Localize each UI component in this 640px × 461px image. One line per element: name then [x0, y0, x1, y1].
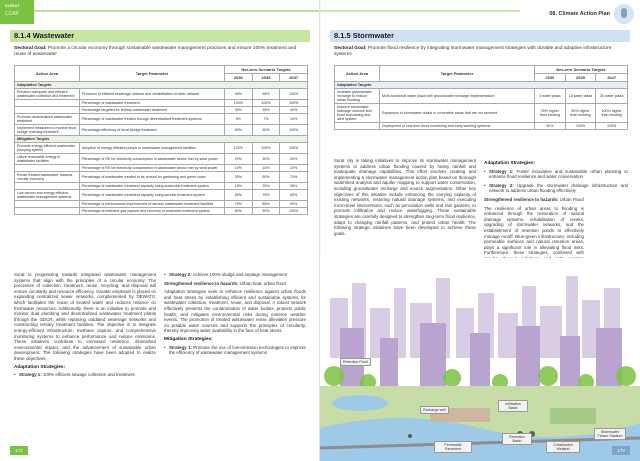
- table-row: [15, 100, 308, 107]
- table-row: [335, 123, 628, 130]
- strategy-text: Promote the use of low-emission technologies to improve the efficiency of wastewater management systems: [169, 344, 306, 356]
- table-cell-value: 10%: [225, 165, 253, 172]
- goal-text: Promote flood resilience by integrating stormwater management strategies with durable and adaptive infrastructure systems: [334, 46, 612, 58]
- table-cell-value: 10 water plaza: [565, 89, 596, 104]
- table-row: [335, 104, 628, 123]
- body-paragraph: Surat is progressing towards integrated wastewater management systems that align with the principles of a circular economy. The processes of collection, treatment, reuse, recycling, and disposal will ensure circularity and resource efficiency. Greater emphasis is placed on expanding centralized sewer networks, complemented by DEWATS, which facilitates the reuse of treated water and reduces reliance on freshwater resources. Additionally, there is an initiative to promote and monitor dual plumbing and decentralized wastewater treatment plants through the GDCR, while replacing outdated sewerage networks and constructing tertiary treatment facilities. The objective is to integrate energy-efficient infrastructure, methane capture, and comprehensive monitoring systems to enhance performance and reduce emissions. These initiatives contribute to increased resilience, diminished environmental impact, and the advancement of sustainable urban development. The following strategies have been adopted to realize these objectives.: [14, 272, 156, 361]
- table-cell-value: 100%: [280, 89, 308, 100]
- table-cell-parameter: Percentage of RE for electricity consumption in wastewater sector met by wind power: [80, 165, 225, 172]
- col-target-parameter: Target Parameter: [380, 66, 535, 82]
- table-group-row: [335, 82, 628, 89]
- right-page: [320, 0, 640, 461]
- strategy-item: [164, 272, 306, 278]
- table-cell-parameter: Percentage of RE for electricity consumption in wastewater sector met by solar power: [80, 154, 225, 165]
- table-cell-value: 30%: [252, 154, 280, 165]
- table-row: [15, 154, 308, 165]
- table-row: [15, 190, 308, 201]
- table-cell-value: 30%: [535, 123, 566, 130]
- table-cell-parameter: Multi-functional water plaza with groundwater recharge implementation: [380, 89, 535, 104]
- strategy-label: Strategy 1:: [489, 168, 514, 174]
- table-group-label: Adaptation Targets: [335, 82, 628, 89]
- resilience-text: Urban heat, urban flood: [239, 280, 286, 286]
- wastewater-body-col2: [164, 272, 306, 359]
- table-cell-action-area: Implement measures to monitor fecal sludge reaching treatment: [15, 125, 80, 136]
- table-cell-value: 15%: [225, 183, 253, 190]
- header-rule: [320, 10, 520, 12]
- table-cell-value: 35%: [252, 107, 280, 114]
- table-row: [15, 143, 308, 154]
- label-recharge-well: Recharge well: [420, 406, 449, 414]
- table-cell-value: 100%: [280, 100, 308, 107]
- table-cell-value: 100%: [280, 143, 308, 154]
- table-cell-value: 30 water plaza: [596, 89, 628, 104]
- table-row: [15, 107, 308, 114]
- mitigation-heading: Mitigation Strategies:: [164, 336, 213, 342]
- goal-label: Sectoral Goal:: [14, 46, 47, 51]
- sectoral-goal: [334, 46, 628, 58]
- col-year: 2035: [565, 74, 596, 82]
- strategy-label: Strategy 2:: [169, 272, 192, 277]
- table-cell-value: 85%: [225, 190, 253, 201]
- col-year: 2030: [225, 74, 253, 82]
- table-cell-action-area: [15, 183, 80, 190]
- strategy-text: 100% efficient sewage collection and treatment: [42, 372, 135, 378]
- table-row: [15, 89, 308, 100]
- label-stormwater-stadium: Stormwater Flower Stadium: [594, 428, 626, 440]
- resilience-label: Strengthened resilience to hazards:: [484, 196, 559, 202]
- strategy-item: [484, 183, 628, 194]
- table-cell-value: 20%: [280, 165, 308, 172]
- table-group-row: [15, 82, 308, 89]
- table-cell-value: 100%: [565, 123, 596, 130]
- table-row: [15, 114, 308, 125]
- table-cell-value: 90%: [252, 208, 280, 215]
- table-cell-parameter: Percentage of wastewater treatment capacity using anaerobic treatment system: [80, 183, 225, 190]
- table-cell-value: 70%: [280, 172, 308, 183]
- section-banner-wastewater: [10, 30, 310, 42]
- resilience-text: Urban Flood: [559, 196, 584, 202]
- strategy-item: [484, 169, 628, 180]
- table-cell-value: 98%: [252, 89, 280, 100]
- table-cell-value: 100% higher than existing: [596, 104, 628, 123]
- table-cell-action-area: Low carbon and energy efficient wastewater management systems: [15, 190, 80, 201]
- resilience-line: [484, 197, 628, 203]
- strategy-item: [164, 345, 306, 356]
- brand-line2: CCAP: [5, 11, 19, 17]
- col-action-area: Action Area: [335, 66, 380, 82]
- stormwater-illustration: [320, 258, 640, 461]
- section-title: 8.1.5 Stormwater: [334, 31, 395, 40]
- table-cell-value: 100%: [225, 100, 253, 107]
- table-cell-value: 50%: [280, 154, 308, 165]
- table-cell-value: 40%: [280, 107, 308, 114]
- strategy-label: Strategy 2:: [489, 182, 514, 188]
- table-cell-value: 50%: [252, 172, 280, 183]
- col-target-parameter: Target Parameter: [80, 66, 225, 82]
- table-cell-action-area: [15, 201, 80, 208]
- body-paragraph: Surat city is taking initiatives to improve its stormwater management systems to address urban flooding caused by heavy rainfall and inadequate drainage capabilities. This effort involves creating and implementing a stormwater management action plan based on thorough watershed analysis and aquifer mapping to support water conservation, including groundwater recharge and source augmentation. Other key objectives of this initiative include enhancing the carrying capacity of existing networks, restoring natural drainage systems, and executing micro-level interventions, such as percolation wells and rain gardens, to promote infiltration and reduce waterlogging. These sustainable strategies are carefully designed to strengthen long-term flood resilience, adapt to changing rainfall patterns, and protect urban health. The following strategic initiatives have been developed to achieve these goals.: [334, 158, 476, 236]
- table-cell-value: 15%: [252, 165, 280, 172]
- table-cell-value: 7%: [252, 114, 280, 125]
- table-row: [15, 125, 308, 136]
- table-row: [15, 172, 308, 183]
- table-cell-value: 100%: [596, 123, 628, 130]
- page-number: 172: [10, 446, 28, 455]
- adaptation-heading: Adaptation Strategies:: [14, 364, 66, 370]
- table-cell-value: 30%: [225, 172, 253, 183]
- table-cell-value: 75%: [252, 190, 280, 201]
- table-cell-value: 25% higher than existing: [535, 104, 566, 123]
- table-cell-action-area: [15, 208, 80, 215]
- wastewater-targets-table: [14, 65, 308, 215]
- table-cell-parameter: Percentage targeted for tertiary wastewater treatment: [80, 107, 225, 114]
- table-cell-action-area: Utilize renewable energy in wastewater facilities: [15, 154, 80, 165]
- table-cell-value: 5%: [225, 114, 253, 125]
- table-cell-action-area: Enhance adequate and efficient wastewater collection and treatment: [15, 89, 80, 100]
- table-cell-value: 75%: [225, 201, 253, 208]
- table-cell-parameter: Provision of efficient sewerage network and rehabilitation of older network: [80, 89, 225, 100]
- table-cell-parameter: Percentage efficiency of fecal sludge treatment: [80, 125, 225, 136]
- table-cell-parameter: Expansion of stormwater drains in vulnerable areas that are not serviced: [380, 104, 535, 123]
- col-year: 2030: [535, 74, 566, 82]
- section-banner-stormwater: [330, 30, 630, 42]
- table-cell-value: 80%: [225, 208, 253, 215]
- stormwater-icon: [614, 4, 634, 24]
- header-rule: [34, 10, 320, 12]
- goal-text: Promote a circular economy through sustainable wastewater management practices and ensure 100% treatment and reuse of wastewater: [14, 46, 297, 58]
- table-cell-action-area: Increase groundwater recharge to reduce urban flooding: [335, 89, 380, 104]
- table-cell-parameter: Percentage of wastewater treated to be reused for gardening and green cover: [80, 172, 225, 183]
- table-cell-parameter: Percentage of methane gas capture and recovery in anaerobic treatment system: [80, 208, 225, 215]
- wastewater-body-col1: [14, 272, 156, 381]
- brand-logo: [0, 0, 34, 24]
- table-cell-action-area: [15, 165, 80, 172]
- strategy-label: Strategy 1:: [169, 344, 192, 350]
- table-cell-value: 25%: [252, 183, 280, 190]
- body-paragraph: Adaptation strategies seek to enhance resilience against urban floods and heat stress by establishing efficient and sustainable systems for wastewater collection, treatment, reuse, and disposal. A robust network effectively prevents the contamination of water bodies, protects public health, and mitigates environmental risks during extreme weather events. The promotion of treated wastewater reuse alleviates pressure on potable water sources and supports the principles of circularity, thereby improving water availability in the face of heat stress.: [164, 289, 306, 334]
- goal-label: Sectoral Goal:: [334, 46, 367, 51]
- table-group-row: [15, 136, 308, 143]
- table-cell-parameter: Deployment of real-time flood monitoring and early warning systems: [380, 123, 535, 130]
- col-net-zero: Net-zero Scenario Targets: [535, 66, 628, 74]
- table-cell-value: 95%: [225, 89, 253, 100]
- resilience-label: Strengthened resilience to hazards:: [164, 280, 239, 286]
- strategy-item: [14, 372, 156, 378]
- label-constructed-wetland: Constructed Wetland: [546, 441, 580, 453]
- table-cell-value: 100%: [252, 143, 280, 154]
- strategy-text: Upgrade the stormwater drainage infrastructure and network to address urban flooding effectively: [489, 182, 628, 194]
- table-cell-value: 50% higher than existing: [565, 104, 596, 123]
- col-net-zero: Net-zero Scenario Targets: [225, 66, 308, 74]
- sectoral-goal: [14, 46, 308, 58]
- table-row: [15, 201, 308, 208]
- label-infiltration-basin: Infiltration Basin: [498, 400, 528, 412]
- resilience-line: [164, 281, 306, 287]
- section-title: 8.1.4 Wastewater: [14, 31, 75, 40]
- table-cell-parameter: Adoption of energy efficient pumps in wastewater management facilities: [80, 143, 225, 154]
- table-cell-value: 20%: [225, 154, 253, 165]
- table-cell-parameter: Percentage of wastewater treated through decentralized treatment systems: [80, 114, 225, 125]
- table-cell-parameter: Percentage of performance improvement of aerobic wastewater treatment facilities: [80, 201, 225, 208]
- table-cell-action-area: Promote energy efficient wastewater pumping system: [15, 143, 80, 154]
- table-cell-value: 100%: [280, 125, 308, 136]
- body-paragraph: The resilience of urban areas to flooding is enhanced through the restoration of natural drainage systems, rehabilitation of creeks, upgrading of stormwater networks, and the establishment of retention ponds to effectively manage runoff. Blue-green infrastructure, including permeable surfaces and natural retention areas, plays a significant role in alleviating flood risks. Furthermore, these strategies, combined with: [484, 205, 584, 256]
- table-cell-value: 100%: [225, 143, 253, 154]
- table-cell-parameter: Percentage of wastewater treatment capacity using aerobic treatment system: [80, 190, 225, 201]
- label-retention-basin: Retention Basin: [502, 433, 532, 445]
- table-cell-value: 100%: [280, 208, 308, 215]
- table-cell-action-area: Promote decentralized wastewater treatment: [15, 114, 80, 125]
- table-cell-value: 10%: [280, 114, 308, 125]
- table-cell-value: 65%: [280, 190, 308, 201]
- col-year: 2047: [280, 74, 308, 82]
- strategy-text: Foster innovative and sustainable urban planning to enhance flood resilience and water conservation: [489, 168, 628, 180]
- table-cell-value: 35%: [280, 183, 308, 190]
- table-cell-action-area: Improve stormwater drainage network and flood forecasting and alert system: [335, 104, 380, 123]
- table-cell-action-area: Reuse treated wastewater towards circular economy: [15, 172, 80, 183]
- strategy-label: Strategy 1:: [19, 372, 42, 378]
- table-row: [15, 165, 308, 172]
- page-number: 173: [612, 446, 630, 455]
- table-cell-parameter: Percentage of wastewater treatment: [80, 100, 225, 107]
- brand-line1: SURAT: [5, 3, 20, 8]
- stormwater-body-col1: [334, 158, 476, 239]
- table-cell-value: 85%: [252, 201, 280, 208]
- table-cell-value: 100%: [252, 100, 280, 107]
- label-retention-pond: Retention Pond: [340, 358, 371, 366]
- table-row: [15, 208, 308, 215]
- stormwater-targets-table: [334, 65, 628, 130]
- strategy-text: Achieve 100% sludge and septage management: [192, 272, 288, 277]
- table-cell-value: 90%: [252, 125, 280, 136]
- table-cell-action-area: [15, 107, 80, 114]
- table-cell-value: 30%: [225, 107, 253, 114]
- table-cell-action-area: [15, 100, 80, 107]
- col-action-area: Action Area: [15, 66, 80, 82]
- chapter-header: 08. Climate Action Plan: [549, 11, 610, 17]
- table-row: [335, 89, 628, 104]
- adaptation-heading: Adaptation Strategies:: [484, 161, 536, 166]
- label-permeable-pavement: Permeable Pavement: [434, 441, 472, 453]
- col-year: 2047: [596, 74, 628, 82]
- table-group-label: Adaptation Targets: [15, 82, 308, 89]
- table-cell-action-area: [335, 123, 380, 130]
- table-group-label: Mitigation Targets: [15, 136, 308, 143]
- table-row: [15, 183, 308, 190]
- table-cell-value: 3 water plaza: [535, 89, 566, 104]
- col-year: 2035: [252, 74, 280, 82]
- table-cell-value: 80%: [225, 125, 253, 136]
- table-cell-value: 90%: [280, 201, 308, 208]
